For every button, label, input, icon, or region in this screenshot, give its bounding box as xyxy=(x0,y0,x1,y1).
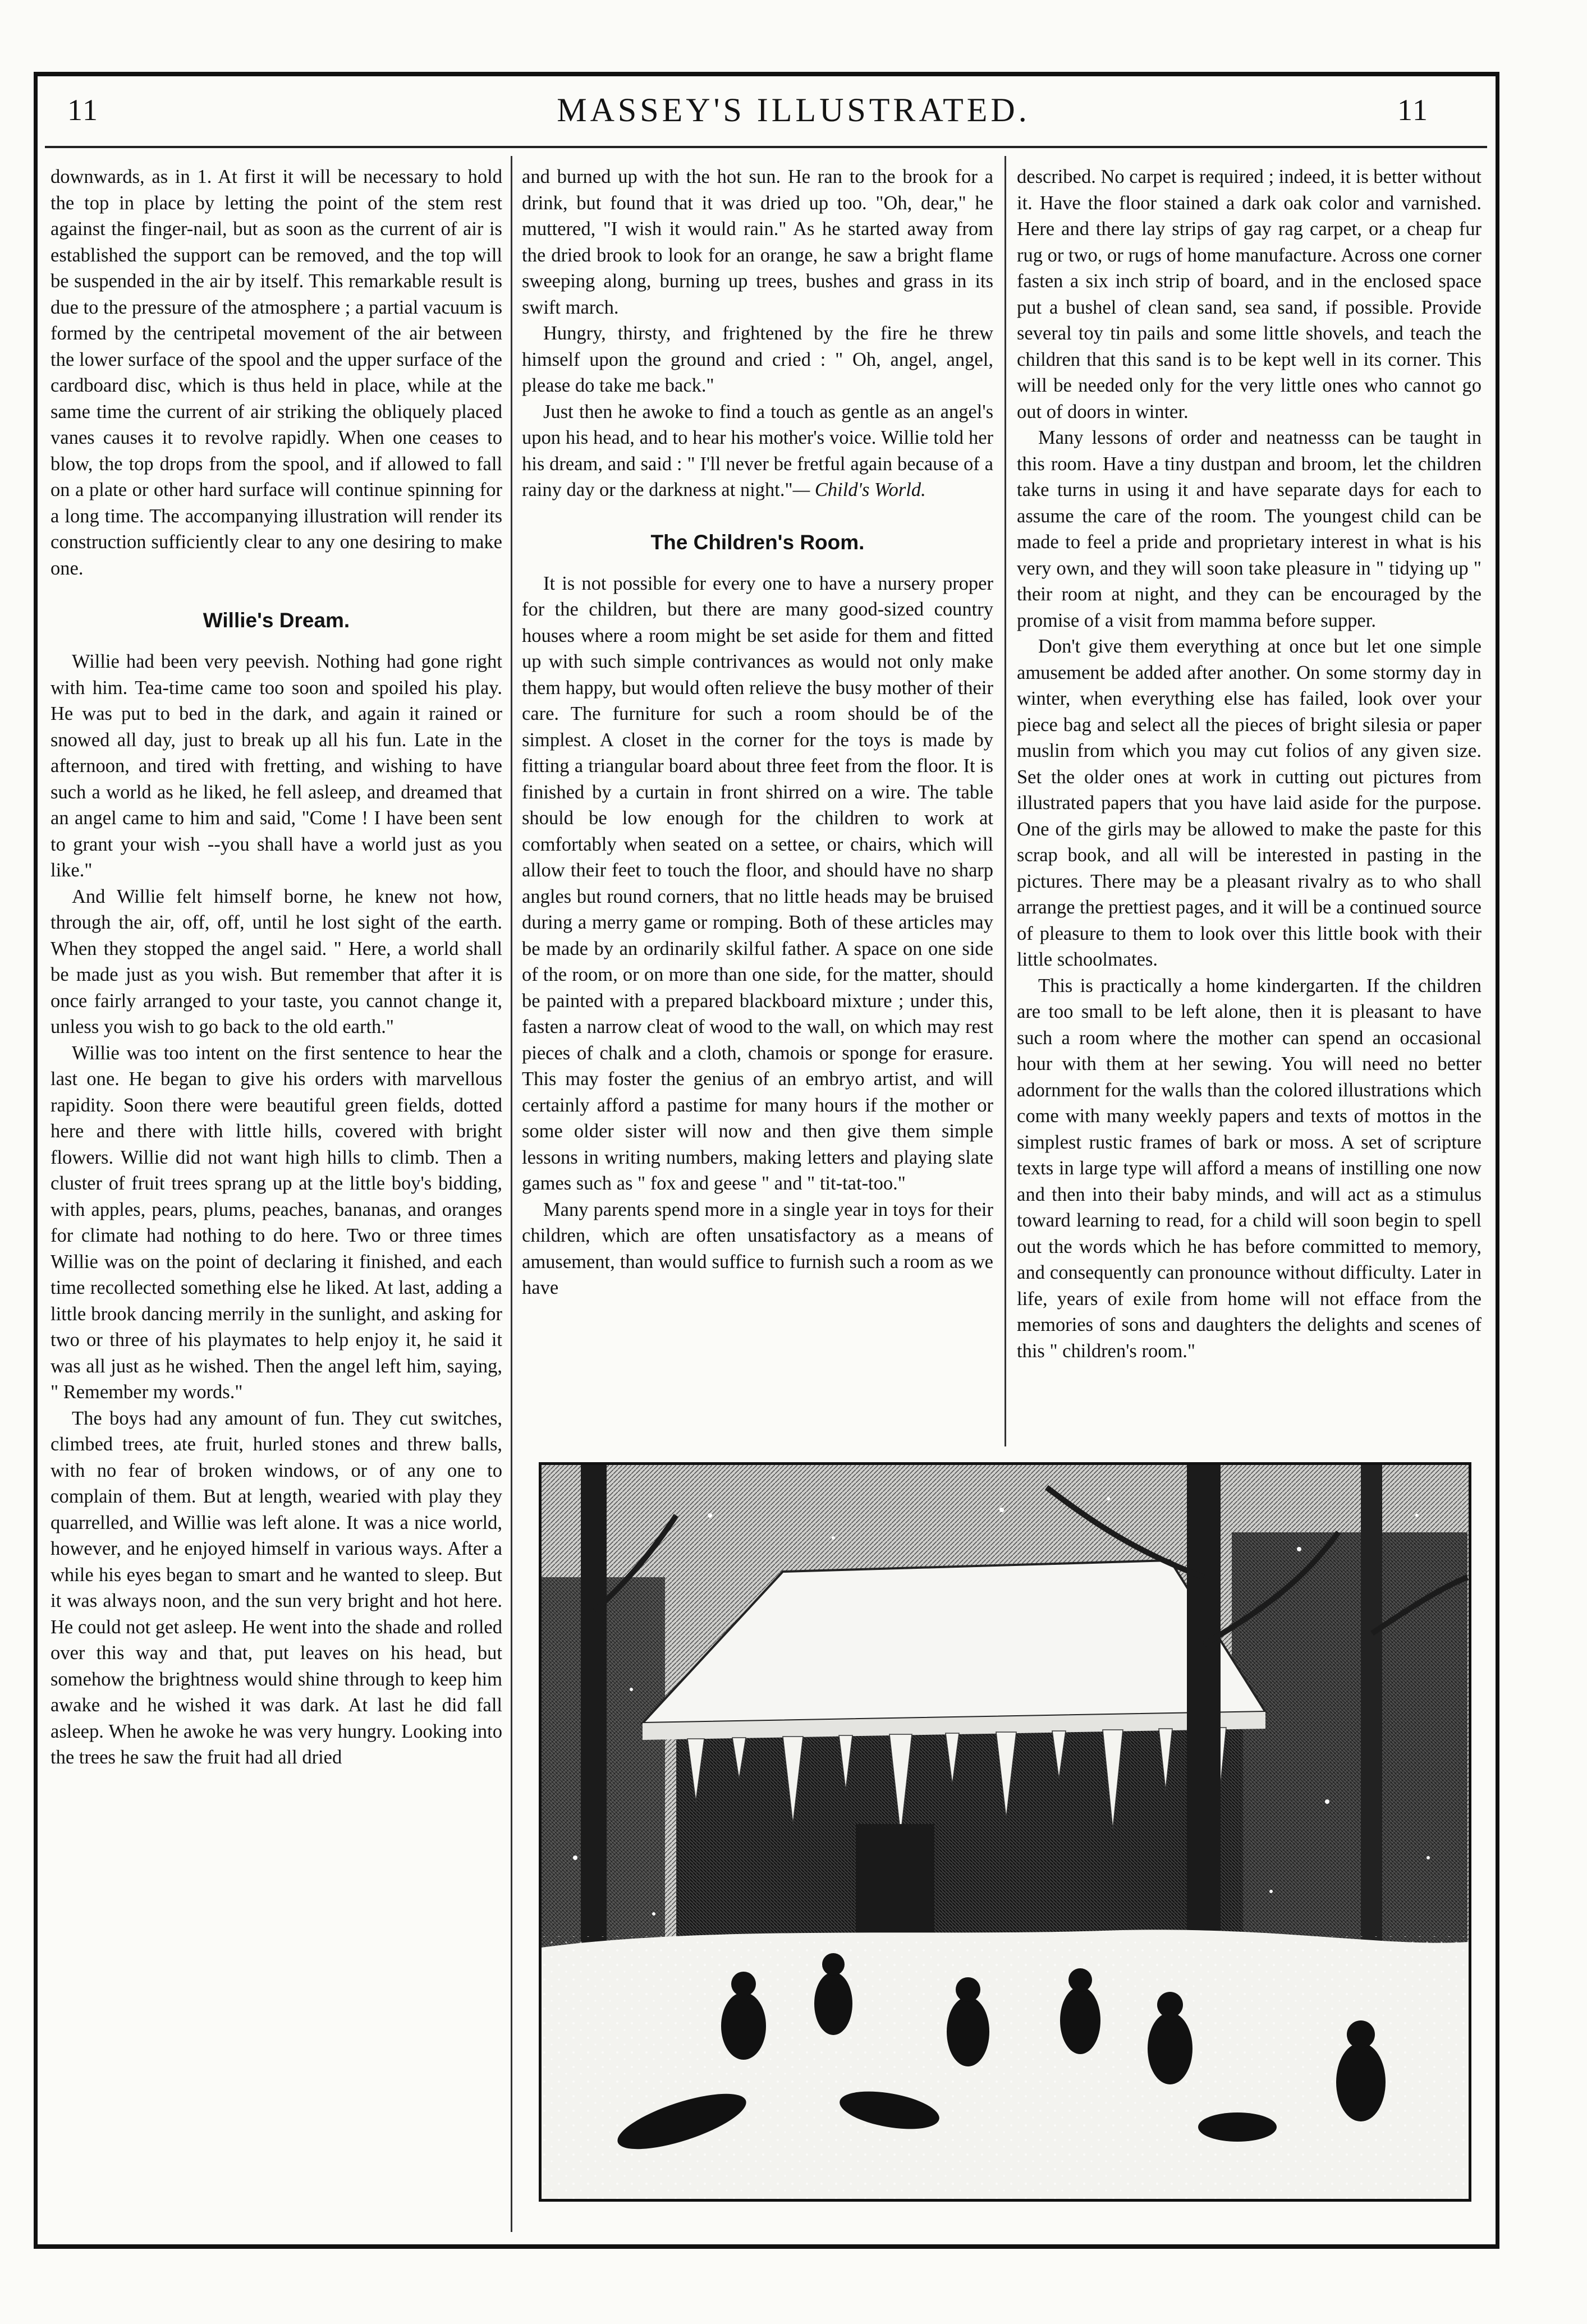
heading-willies-dream: Willie's Dream. xyxy=(203,609,350,632)
paragraph: Many lessons of order and neatnesss can be taught in this room. Have a tiny dustpan and broom, let the children take turns in using it and have separate days for each to assume the care of the room. The youngest child can be made to feel a pride and proprietary interest in what is his very own, and they will soon take pleasure in " tidying up " their room at night, and they can be encouraged by the promise of a visit from mamma before supper. xyxy=(1017,427,1481,631)
frame-left xyxy=(34,72,38,2249)
paragraph: and burned up with the hot sun. He ran to the brook for a drink, but found that it was dried up too. "Oh, dear," he muttered, "I wish it would rain." As he started away from the dried brook to look for an orange, he saw a bright flame sweeping along, burning up trees, bushes and grass in its swift march. xyxy=(522,166,993,318)
paragraph: And Willie felt himself borne, he knew not how, through the air, off, off, until he lost sight of the earth. When they stopped the angel said. " Here, a world shall be made just as you wish. But remember that after it is once fairly arranged to your taste, you cannot change it, unless you wish to go back to the old earth." xyxy=(51,885,502,1037)
page-number-left: 11 xyxy=(67,93,99,127)
frame-right xyxy=(1496,72,1499,2249)
paragraph: Many parents spend more in a single year in toys for their children, which are often unsatisfactory as a means of amusement, than would suffice to furnish such a room as we have xyxy=(522,1198,993,1298)
winter-scene-engraving xyxy=(542,1465,1469,2199)
paragraph: Willie had been very peevish. Nothing had gone right with him. Tea-time came too soon and spoiled his play. He was put to bed in the dark, and again it rained or snowed all day, just to break up all his fun. Late in the afternoon, and tired with fretting, and wishing to have such a world as he liked, he fell asleep, and dreamed that an angel came to him and said, "Come ! I have been sent to grant your wish --you shall have a world just as you like." xyxy=(51,651,502,881)
header-rule xyxy=(45,146,1487,148)
column-rule-2 xyxy=(1005,156,1006,1446)
paragraph: The boys had any amount of fun. They cut switches, climbed trees, ate fruit, hurled stones and threw balls, with no fear of broken windows, or of any one to complain of them. But at length, wearied with play they quarrelled, and Willie was left alone. It was a nice world, however, and he enjoyed himself in various ways. After a while his eyes began to smart and he wanted to sleep. But it was always noon, and the sun very bright and hot here. He could not get asleep. He went into the shade and rolled over this way and that, put leaves on his head, but somehow the brightness would shine through to keep him awake and he wished it was dark. At last he did fall asleep. When he awoke he was very hungry. Looking into the trees he saw the fruit had all dried xyxy=(51,1407,502,1768)
paragraph: Don't give them everything at once but let one simple amusement be added after another. On some stormy day in winter, when everything else has failed, look over your piece bag and select all the pieces of bright silesia or paper muslin from which you may cut folios of any given size. Set the older ones at work in cutting out pictures from illustrated papers that you have laid aside for the purpose. One of the girls may be allowed to make the paste for this scrap book, and all will be interested in pasting in the pictures. There may be a pleasant rivalry as to who shall arrange the prettiest pages, and it will be a continued source of pleasure to them to look over this little book with their little schoolmates. xyxy=(1017,636,1481,970)
heading-childrens-room: The Children's Room. xyxy=(650,530,865,554)
paragraph: It is not possible for every one to have a nursery proper for the children, but there are many good-sized country houses where a room might be set aside for them and fitted up with such simple contrivances as would not only make them happy, but would often relieve the busy mother of their care. The furniture for such a room should be of the simplest. A closet in the corner for the toys is made by fitting a triangular board about three feet from the floor. It is finished by a curtain in front shirred on a wire. The table should be low enough for the children to work at comfortably when seated on a settee, or chairs, which will allow their feet to touch the floor, and should have no sharp angles but round corners, that no little heads may be bruised during a merry game or romping. Both of these articles may be made by an ordinarily skilful father. A space on one side of the room, or on more than one side, for the matter, should be painted with a prepared blackboard mixture ; under this, fasten a narrow cleat of wood to the wall, on which may rest pieces of chalk and a cloth, chamois or sponge for erasure. This may foster the genius of an embryo artist, and will certainly afford a pastime for many hours if the mother or some older sister will now and then give them simple lessons in writing numbers, making letters and playing slate games such as " fox and geese " and " tit-tat-too." xyxy=(522,572,993,1194)
column-rule-1 xyxy=(511,156,512,2232)
paragraph: downwards, as in 1. At first it will be necessary to hold the top in place by letting the point of the stem rest against the finger-nail, but as soon as the current of air is established the support can be removed, and the top will be suspended in the air by itself. This remarkable result is due to the pressure of the atmosphere ; a partial vacuum is formed by the centripetal movement of the air between the lower surface of the spool and the upper surface of the cardboard disc, which is thus held in place, while at the same time the current of air striking the obliquely placed vanes causes it to revolve rapidly. When one ceases to blow, the top drops from the spool, and if allowed to fall on a plate or other hard surface will continue spinning for a long time. The accompanying illustration will render its construction sufficiently clear to any one desiring to make one. xyxy=(51,166,502,579)
paragraph: This is practically a home kindergarten. If the children are too small to be left alone, then it is pleasant to have such a room where the mother can spend an occasional hour with them at her sewing. You will need no better adornment for the walls than the colored illustrations which come with many weekly papers and texts of mottos in the simplest rustic frames of bark or moss. A set of scripture texts in large type will afford a means of instilling one now and then into their baby minds, and will act as a stimulus toward learning to read, for a child will soon begin to spell out the words which he has before committed to memory, and consequently can pronounce without difficulty. Later in life, years of exile from home will not efface from the memories of sons and daughters the delights and scenes of this " children's room." xyxy=(1017,975,1481,1362)
frame-top xyxy=(34,72,1499,76)
paragraph: described. No carpet is required ; indeed, it is better without it. Have the floor stained a dark oak color and varnished. Here and there lay strips of gay rag carpet, or a cheap fur rug or two, or rugs of home manufacture. Across one corner fasten a six inch strip of board, and in the enclosed space put a bushel of clean sand, sea sand, if possible. Provide several toy tin pails and some little shovels, and teach the children that this sand is to be kept well in its corner. This will be needed only for the very little ones who cannot go out of doors in winter. xyxy=(1017,166,1481,422)
column-3 xyxy=(1017,164,1481,1364)
page-number-right: 11 xyxy=(1397,93,1429,127)
column-2 xyxy=(522,164,993,1301)
paragraph xyxy=(522,399,993,503)
winter-scene-illustration xyxy=(539,1462,1471,2202)
paragraph-text: Just then he awoke to find a touch as gentle as an angel's upon his head, and to hear his mother's voice. Willie told her his dream, and said : " I'll never be fretful again because of a rainy day or the darkness at night." xyxy=(522,401,993,500)
paragraph: Hungry, thirsty, and frightened by the fire he threw himself upon the ground and cried : " Oh, angel, angel, please do take me back." xyxy=(522,323,993,396)
frame-bottom xyxy=(34,2244,1499,2249)
paragraph: Willie was too intent on the first sentence to hear the last one. He began to give his orders with marvellous rapidity. Soon there were beautiful green fields, dotted here and there with little hills, covered with bright flowers. Willie did not want high hills to climb. Then a cluster of fruit trees sprang up at the little boy's bidding, with apples, pears, plums, peaches, bananas, and oranges for climate had nothing to do here. Two or three times Willie was on the point of declaring it finished, and each time recollected something else he liked. At last, adding a little brook dancing merrily in the sunlight, and asking for two or three of his playmates to help enjoy it, he said it was all just as he wished. Then the angel left him, saying, " Remember my words." xyxy=(51,1042,502,1403)
column-1 xyxy=(51,164,502,1771)
masthead-title: MASSEY'S ILLUSTRATED. xyxy=(557,91,1030,128)
source-credit: — Child's World. xyxy=(792,479,926,500)
